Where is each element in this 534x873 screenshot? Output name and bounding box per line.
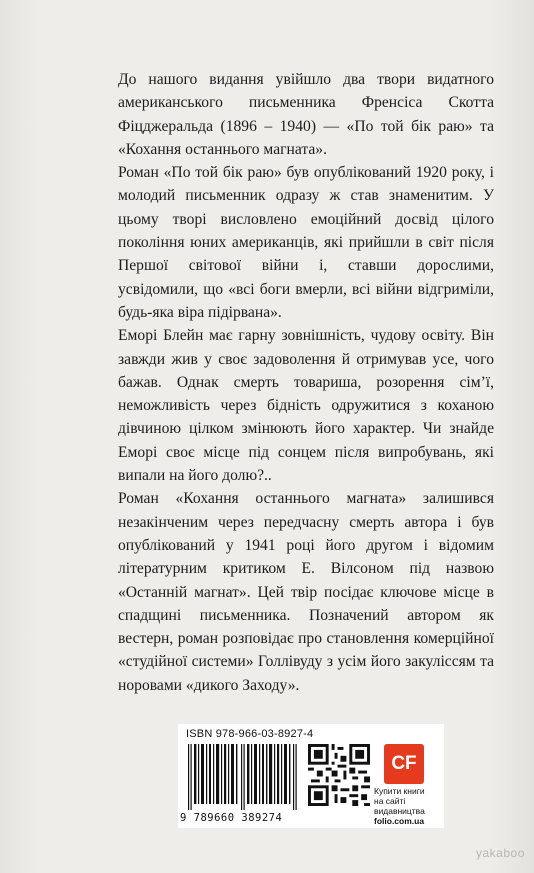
annotation-text bbox=[118, 68, 494, 697]
buy-line-2: на сайті bbox=[374, 796, 406, 806]
buy-line-3: видавництва bbox=[374, 806, 425, 816]
buy-line-1: Купити книги bbox=[374, 786, 425, 796]
paragraph-4: Роман «Кохання останнього магната» залишився незакінченим через передчасну смерть автора і був опублікований у 1941 році його другом і відомим літературним критиком Е. Вілсоном під назвою «Останній магнат». Цей твір посідає ключове місце в спадщині письменника. Позначений автором як вестерн, роман розповідає про становлення комерційної «студійної системи» Голлівуду з усім його закуліссям та норовами «дикого Заходу». bbox=[118, 490, 494, 694]
qr-code-icon bbox=[308, 744, 370, 806]
isbn-label: ISBN 978-966-03-8927-4 bbox=[186, 728, 314, 740]
paragraph-3: Еморі Блейн має гарну зовнішність, чудову освіту. Він завжди жив у своє задоволення й отримував усе, чого бажав. Однак смерть товариша, розорення сім’ї, неможливість через бідність одружитися з коханою дівчиною цілком змінюють його характер. Чи знайде Еморі своє місце під сонцем після випробувань, які випали на його долю?.. bbox=[118, 327, 494, 485]
paragraph-2: Роман «По той бік раю» був опублікований 1920 року, і молодий письменник одразу ж став знаменитим. У цьому творі висловлено емоційний досвід цілого покоління юних американців, які прийшли в світ після Першої світової війни і, ставши дорослими, усвідомили, що «всі боги вмерли, всі війни відгриміли, будь-яка віра підірвана». bbox=[118, 164, 494, 321]
barcode-digits: 9 789660 389274 bbox=[180, 812, 283, 824]
publisher-info bbox=[374, 786, 440, 826]
publisher-site: folio.com.ua bbox=[374, 816, 425, 826]
barcode-sticker bbox=[178, 724, 444, 828]
watermark: yakaboo bbox=[476, 846, 525, 860]
publisher-logo: CF bbox=[384, 744, 424, 784]
paragraph-1: До нашого видання увійшло два твори видатного американського письменника Френсіса Скотта Фіцджеральда (1896 – 1940) — «По той бік раю» та «Кохання останнього магната». bbox=[118, 71, 494, 158]
barcode-image bbox=[186, 744, 304, 810]
